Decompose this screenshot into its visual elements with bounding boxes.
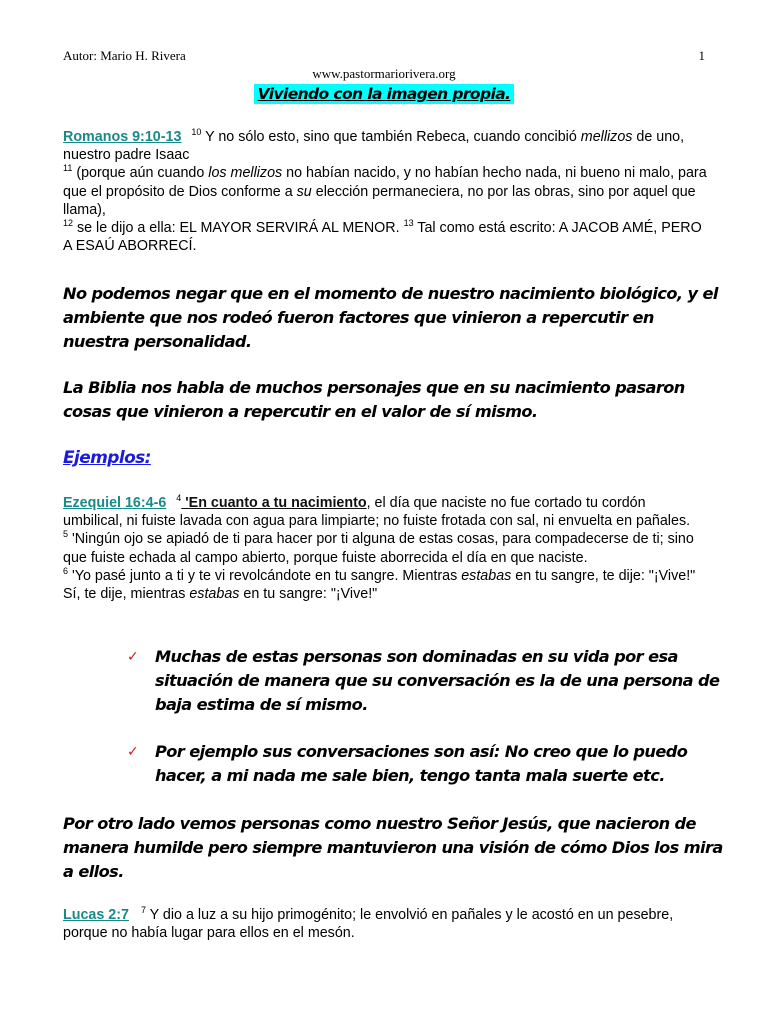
verse-emphasis: estabas [461, 567, 512, 584]
paragraph-biblia: La Biblia nos habla de muchos personajes que en su nacimiento pasaron cosas que vinieron a repercutir en el valor de sí mismo. [63, 378, 685, 421]
verse-number: 11 [63, 163, 73, 174]
verse-number: 10 [191, 127, 202, 138]
verse-number: 12 [63, 218, 74, 229]
verse-emphasis: estabas [189, 586, 240, 603]
romanos-reference-link[interactable]: Romanos 9:10-13 [63, 129, 182, 145]
verse-text: Y dio a luz a su hijo primogénito; le envolvió en pañales y le acostó en un pesebre, porque no había lugar para ellos en el mesón. [63, 907, 674, 942]
verse-text: 'Ningún ojo se apiadó de ti para hacer por ti alguna de estas cosas, para compadecerse de ti; sino que fuiste echada al campo abierto, porque fuiste aborrecida el día en que naciste. [63, 531, 694, 566]
romanos-passage [63, 128, 708, 255]
verse-number: 5 [63, 529, 69, 540]
bullet-item [127, 740, 731, 788]
ezequiel-reference-link[interactable]: Ezequiel 16:4-6 [63, 495, 167, 511]
verse-number: 13 [403, 218, 414, 229]
verse-emphasis: su [296, 183, 312, 200]
checkmark-icon: ✓ [127, 744, 139, 760]
bullet-text: Muchas de estas personas son dominadas en su vida por esa situación de manera que su conversación es la de una persona de baja estima de sí mismo. [155, 647, 720, 714]
verse-number: 7 [140, 905, 146, 916]
bullet-text: Por ejemplo sus conversaciones son así: No creo que lo puedo hacer, a mi nada me sale bien, tengo tanta mala suerte etc. [155, 742, 688, 785]
verse-emphasis: los mellizos [208, 165, 283, 182]
lucas-passage [63, 906, 708, 942]
verse-text: Y no sólo esto, sino que también Rebeca, cuando concibió [201, 129, 581, 145]
verse-text: de uno, nuestro padre Isaac [63, 129, 685, 164]
verse-number: 4 [176, 493, 182, 504]
verse-emphasis: mellizos [580, 129, 633, 145]
document-title: Viviendo con la imagen propia. [254, 84, 515, 104]
verse-text: , el día que naciste no fue cortado tu cordón umbilical, ni fuiste lavada con agua para limpiarte; no fuiste frotada con sal, ni envuelta en pañales. [63, 495, 691, 530]
header-author: Autor: Mario H. Rivera [63, 48, 186, 63]
verse-number: 6 [63, 566, 69, 577]
header-website: www.pastormariorivera.org [312, 66, 456, 81]
lucas-reference-link[interactable]: Lucas 2:7 [63, 907, 129, 923]
checkmark-icon: ✓ [127, 649, 139, 665]
title-wrapper [0, 84, 768, 104]
paragraph-nacimiento: No podemos negar que en el momento de nuestro nacimiento biológico, y el ambiente que nos rodeó fueron factores que vinieron a repercutir en nuestra personalidad. [63, 284, 718, 351]
verse-text: no habían nacido, y no habían hecho nada, ni bueno ni malo, para que el propósito de Dios conforme a [63, 165, 707, 200]
verse-text: 'Yo pasé junto a ti y te vi revolcándote en tu sangre. Mientras [68, 567, 462, 584]
verse-quote-underlined: 'En cuanto a tu nacimiento [181, 495, 367, 511]
page-number: 1 [698, 48, 705, 63]
verse-text: Tal como está escrito: A JACOB AMÉ, PERO A ESAÚ ABORRECÍ. [63, 220, 702, 255]
verse-text: elección permaneciera, no por las obras, sino por aquel que llama), [63, 183, 696, 218]
verse-text: en tu sangre, te dije: "¡Vive!" Sí, te dije, mientras [63, 567, 696, 603]
verse-text: en tu sangre: "¡Vive!" [239, 586, 378, 603]
ezequiel-passage [63, 494, 708, 603]
verse-text: (porque aún cuando [72, 165, 209, 182]
verse-text: se le dijo a ella: EL MAYOR SERVIRÁ AL MENOR. [73, 220, 404, 237]
paragraph-jesus: Por otro lado vemos personas como nuestro Señor Jesús, que nacieron de manera humilde pero siempre mantuvieron una visión de cómo Dios los mira a ellos. [63, 814, 723, 881]
ejemplos-heading: Ejemplos: [63, 448, 151, 468]
bullet-item [127, 645, 731, 717]
